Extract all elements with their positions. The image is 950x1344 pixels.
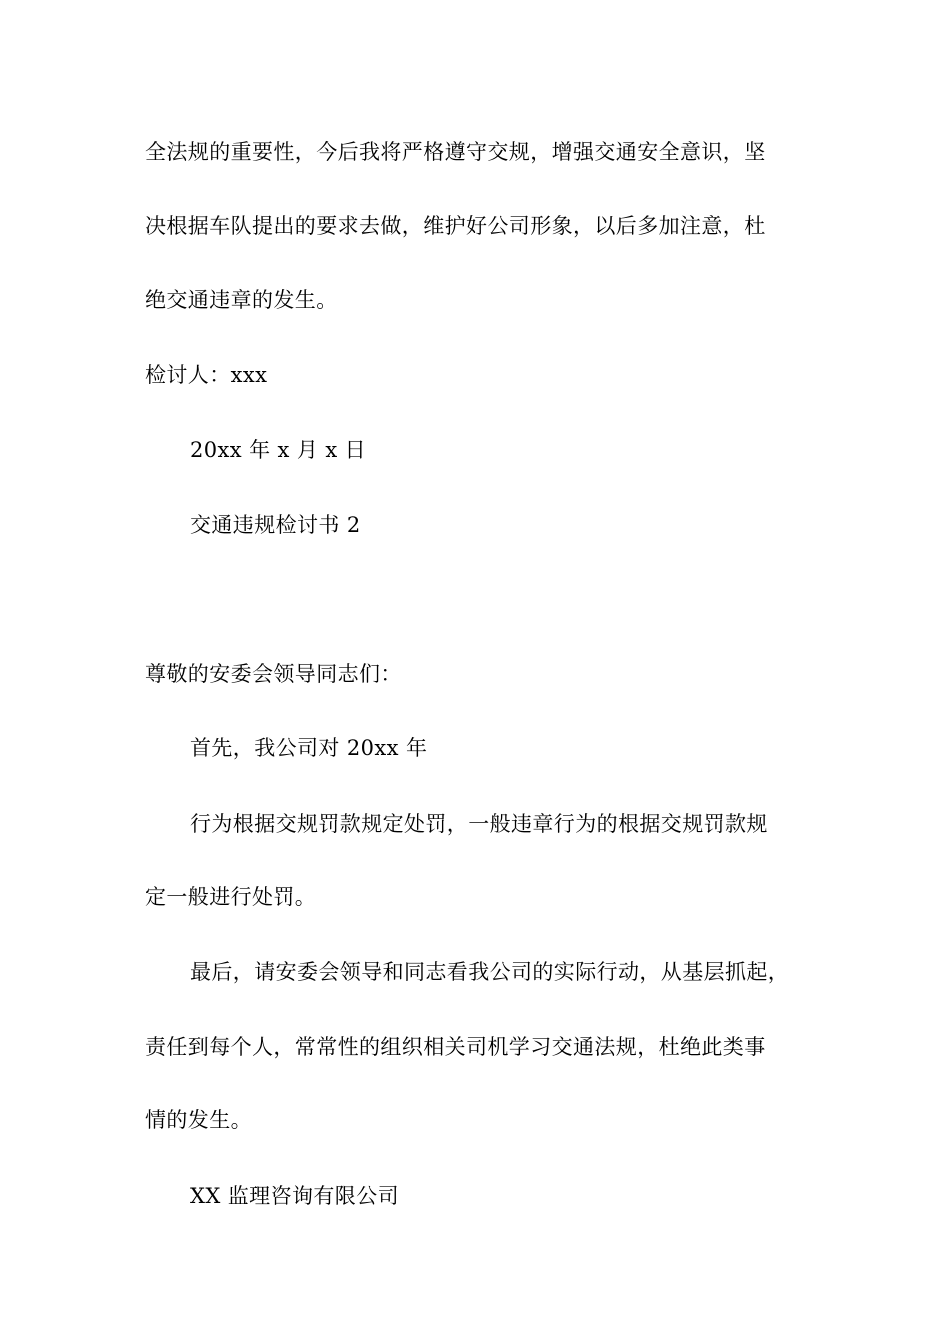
section-title: 交通违规检讨书 2	[190, 513, 361, 537]
company-signature: XX 监理咨询有限公司	[190, 1184, 399, 1208]
paragraph-line: 情的发生。	[145, 1108, 252, 1132]
salutation: 尊敬的安委会领导同志们：	[145, 662, 402, 686]
paragraph-line: 首先，我公司对 20xx 年	[190, 736, 428, 760]
paragraph-line: 全法规的重要性，今后我将严格遵守交规，增强交通安全意识，坚	[145, 140, 766, 164]
paragraph-line: 责任到每个人，常常性的组织相关司机学习交通法规，杜绝此类事	[145, 1035, 766, 1059]
paragraph-line: 最后，请安委会领导和同志看我公司的实际行动，从基层抓起，	[190, 960, 790, 984]
paragraph-line: 行为根据交规罚款规定处罚，一般违章行为的根据交规罚款规	[190, 812, 768, 836]
paragraph-line: 绝交通违章的发生。	[145, 288, 338, 312]
date-line: 20xx 年 x 月 x 日	[190, 438, 367, 462]
signature-label: 检讨人：xxx	[145, 363, 268, 387]
paragraph-line: 决根据车队提出的要求去做，维护好公司形象，以后多加注意，杜	[145, 214, 766, 238]
paragraph-line: 定一般进行处罚。	[145, 885, 317, 909]
